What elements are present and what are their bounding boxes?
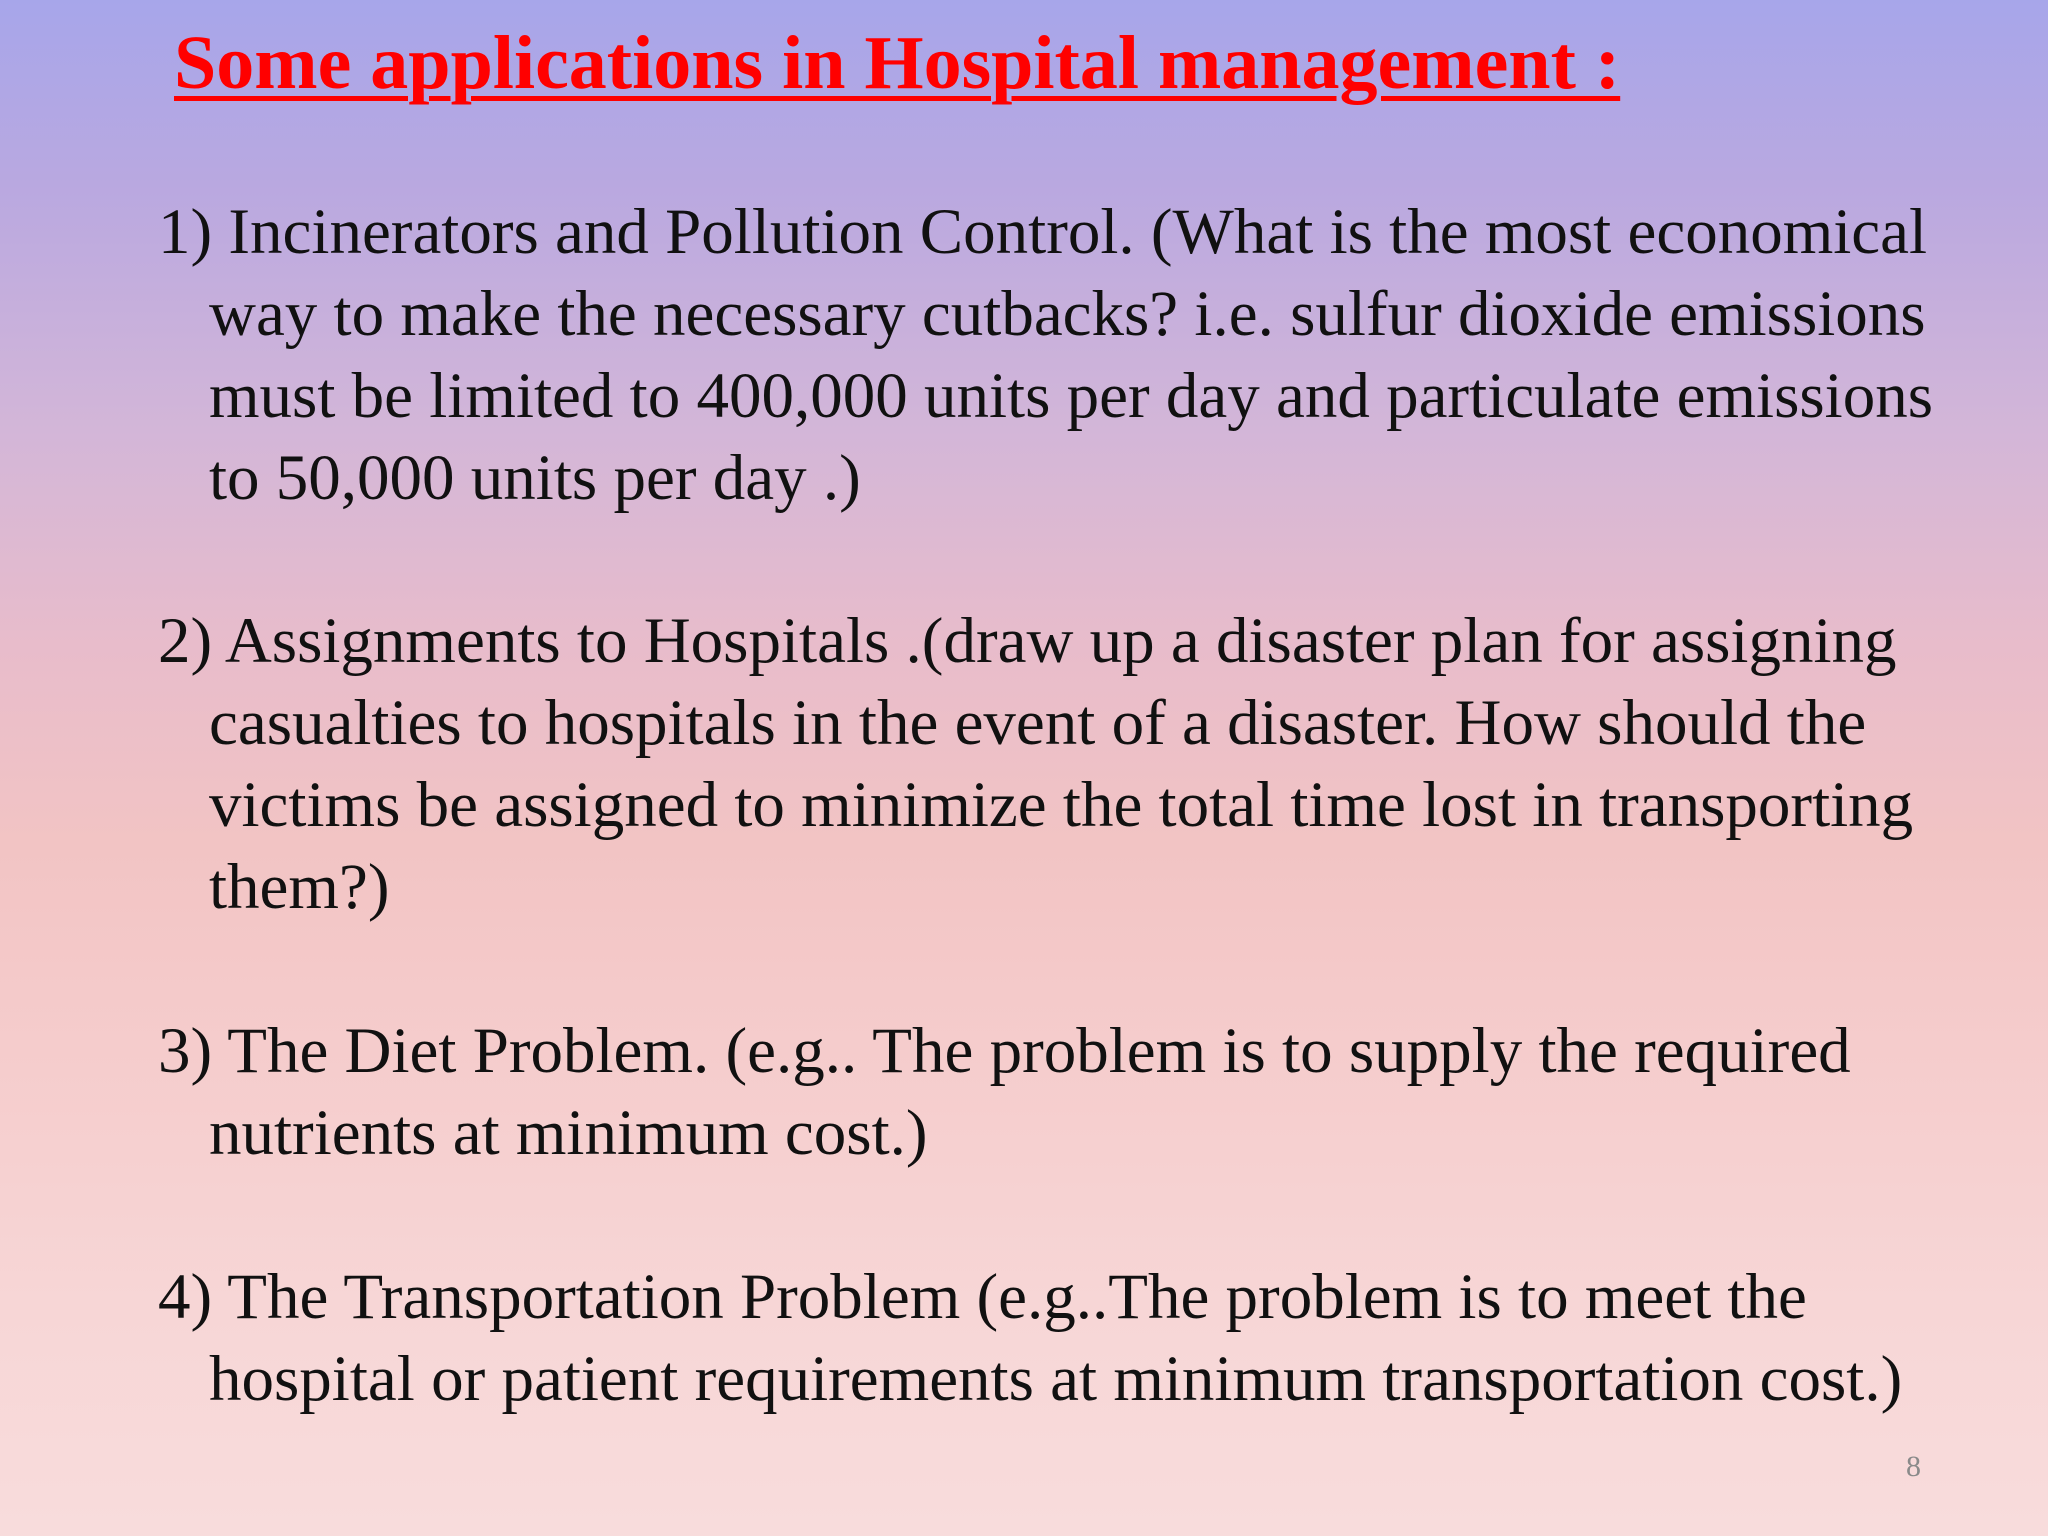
item-number: 1): [158, 196, 213, 268]
item-text: Assignments to Hospitals .(draw up a disaster plan for assigning casualties to hospitals in the event of a disaster. How should the victims be assigned to minimize the total time lost in transporting them?): [209, 605, 1914, 923]
item-text: Incinerators and Pollution Control. (What is the most economical way to make the necessary cutbacks? i.e. sulfur dioxide emissions must be limited to 400,000 units per day and particulate emissions to 50,000 units per day .): [209, 196, 1934, 514]
item-text: The Diet Problem. (e.g.. The problem is to supply the required nutrients at minimum cost.): [209, 1015, 1851, 1169]
slide-title: [160, 18, 1620, 108]
item-number: 3): [158, 1015, 213, 1087]
page-number: 8: [1906, 1450, 1921, 1483]
item-number: 2): [158, 605, 213, 677]
list-item-incinerators: [158, 191, 1969, 519]
item-number: 4): [158, 1261, 213, 1333]
list-item-hospital-assignments: [158, 600, 1969, 928]
list-item-transportation-problem: [158, 1256, 1969, 1420]
item-text: The Transportation Problem (e.g..The problem is to meet the hospital or patient requirements at minimum transportation cost.): [209, 1261, 1903, 1415]
title-text: Some applications in Hospital management :: [174, 21, 1621, 105]
list-item-diet-problem: [158, 1010, 1969, 1174]
